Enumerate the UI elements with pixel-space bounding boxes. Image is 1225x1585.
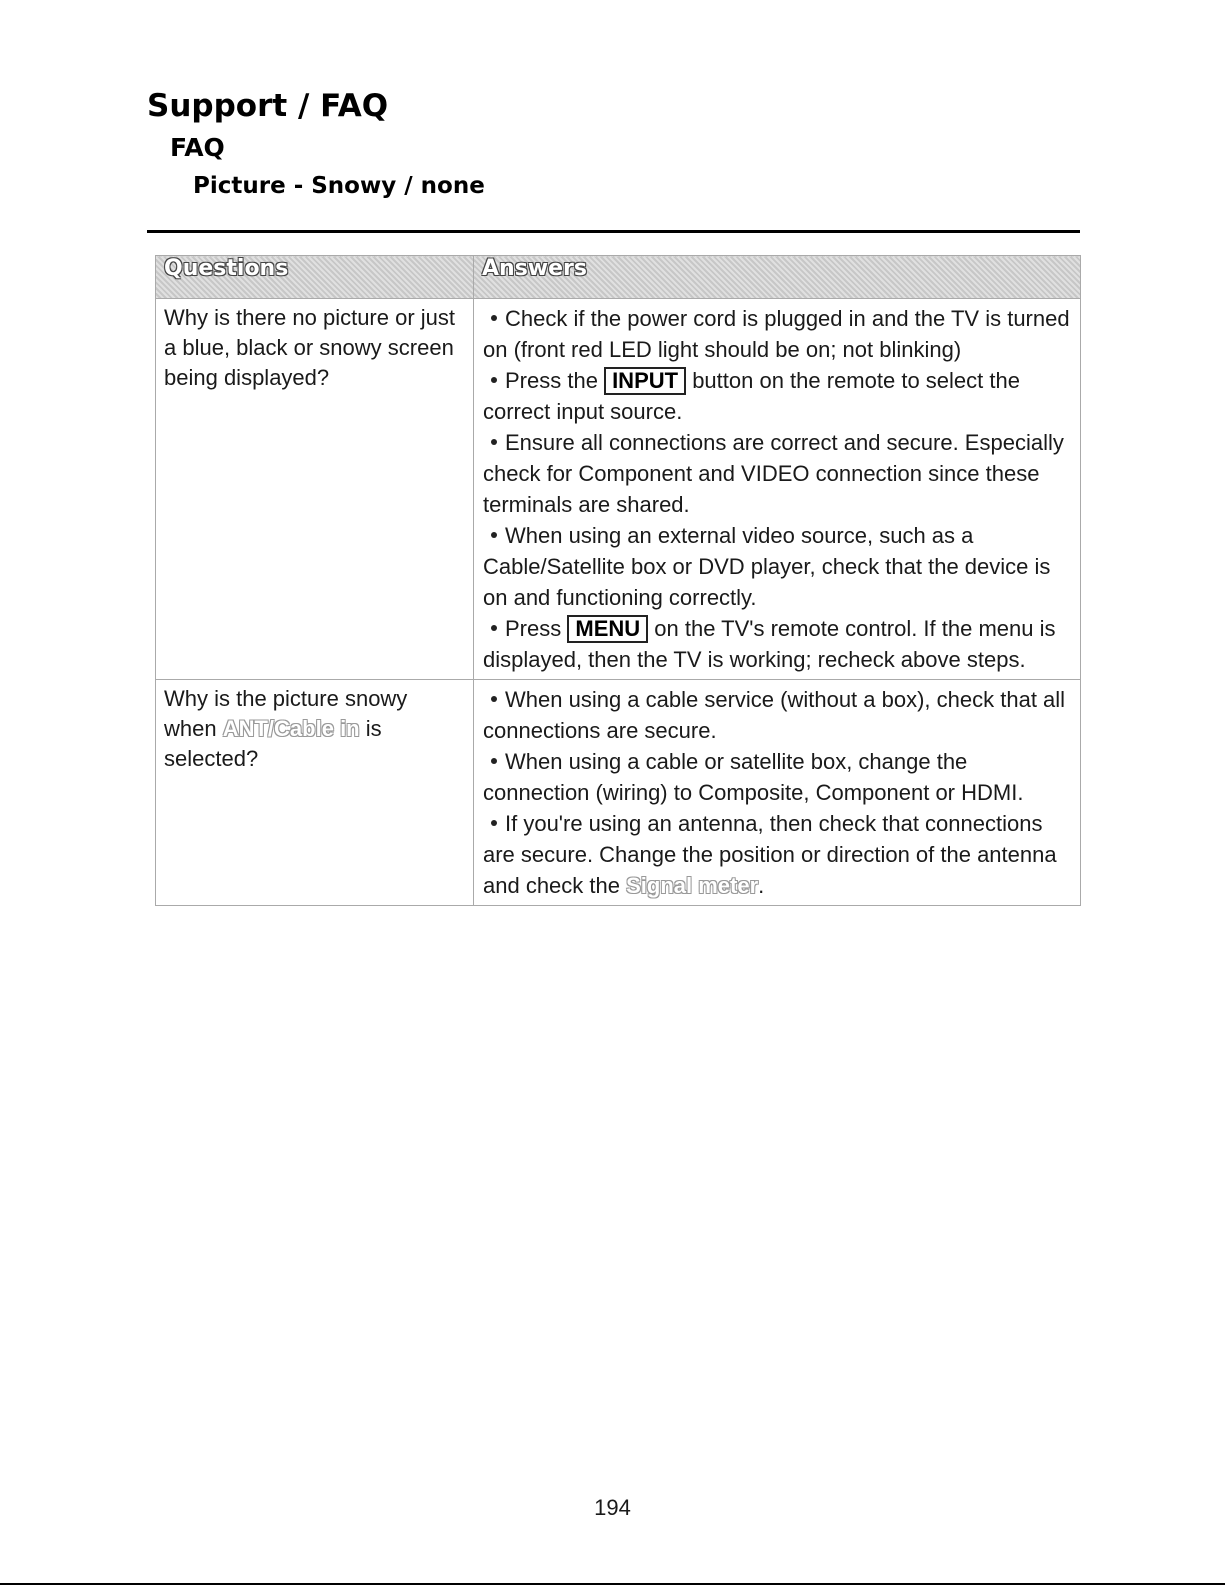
section-title: FAQ [170,133,225,162]
answer-item [483,427,1072,520]
input-key-label: INPUT [604,367,686,395]
answer-text: When using a cable service (without a box), check that all connections are secure. [483,687,1066,743]
page-title: Support / FAQ [147,88,389,124]
answer-item [483,613,1072,675]
table-header-row [156,256,1081,299]
page-number: 194 [594,1495,631,1520]
question-cell [156,680,474,906]
answer-text: When using a cable or satellite box, change the connection (wiring) to Composite, Component or HDMI. [483,749,1024,805]
answer-text: When using an external video source, such as a Cable/Satellite box or DVD player, check that the device is on and functioning correctly. [483,523,1051,610]
answer-item [483,746,1072,808]
faq-table [155,255,1081,906]
menu-key-label: MENU [567,615,648,643]
answer-text: button on the remote to select the correct input source. [483,368,1020,424]
column-header-answers: Answers [474,256,1081,299]
question-cell: Why is there no picture or just a blue, black or snowy screen being displayed? [156,299,474,680]
bullet-icon [491,315,497,321]
answer-item [483,520,1072,613]
bullet-icon [491,696,497,702]
bullet-icon [491,758,497,764]
bullet-icon [491,625,497,631]
answer-item [483,303,1072,365]
answer-text: Press the [505,368,598,393]
answer-text: Ensure all connections are correct and secure. Especially check for Component and VIDEO connection since these terminals are shared. [483,430,1064,517]
subsection-title: Picture - Snowy / none [193,173,485,199]
signal-meter-label: Signal meter [626,873,759,898]
bullet-icon [491,532,497,538]
question-text: Why is the picture snowy when [164,686,408,741]
bullet-icon [491,377,497,383]
header-divider [147,230,1080,233]
answer-cell [474,299,1081,680]
answer-text: Press [505,616,562,641]
table-row [156,680,1081,906]
column-header-questions: Questions [156,256,474,299]
answer-cell [474,680,1081,906]
answer-item [483,365,1072,427]
answer-text: on the TV's remote control. If the menu is displayed, then the TV is working; recheck above steps. [483,616,1056,672]
ant-cable-in-label: ANT/Cable in [222,716,360,741]
question-text: is selected? [164,716,382,771]
answer-item [483,684,1072,746]
bullet-icon [491,439,497,445]
answer-text: . [758,873,765,898]
table-row [156,299,1081,680]
bullet-icon [491,820,497,826]
answer-text: If you're using an antenna, then check that connections are secure. Change the position or direction of the antenna and check the [483,811,1057,898]
answer-text: Check if the power cord is plugged in and the TV is turned on (front red LED light should be on; not blinking) [483,306,1070,362]
answer-item [483,808,1072,901]
